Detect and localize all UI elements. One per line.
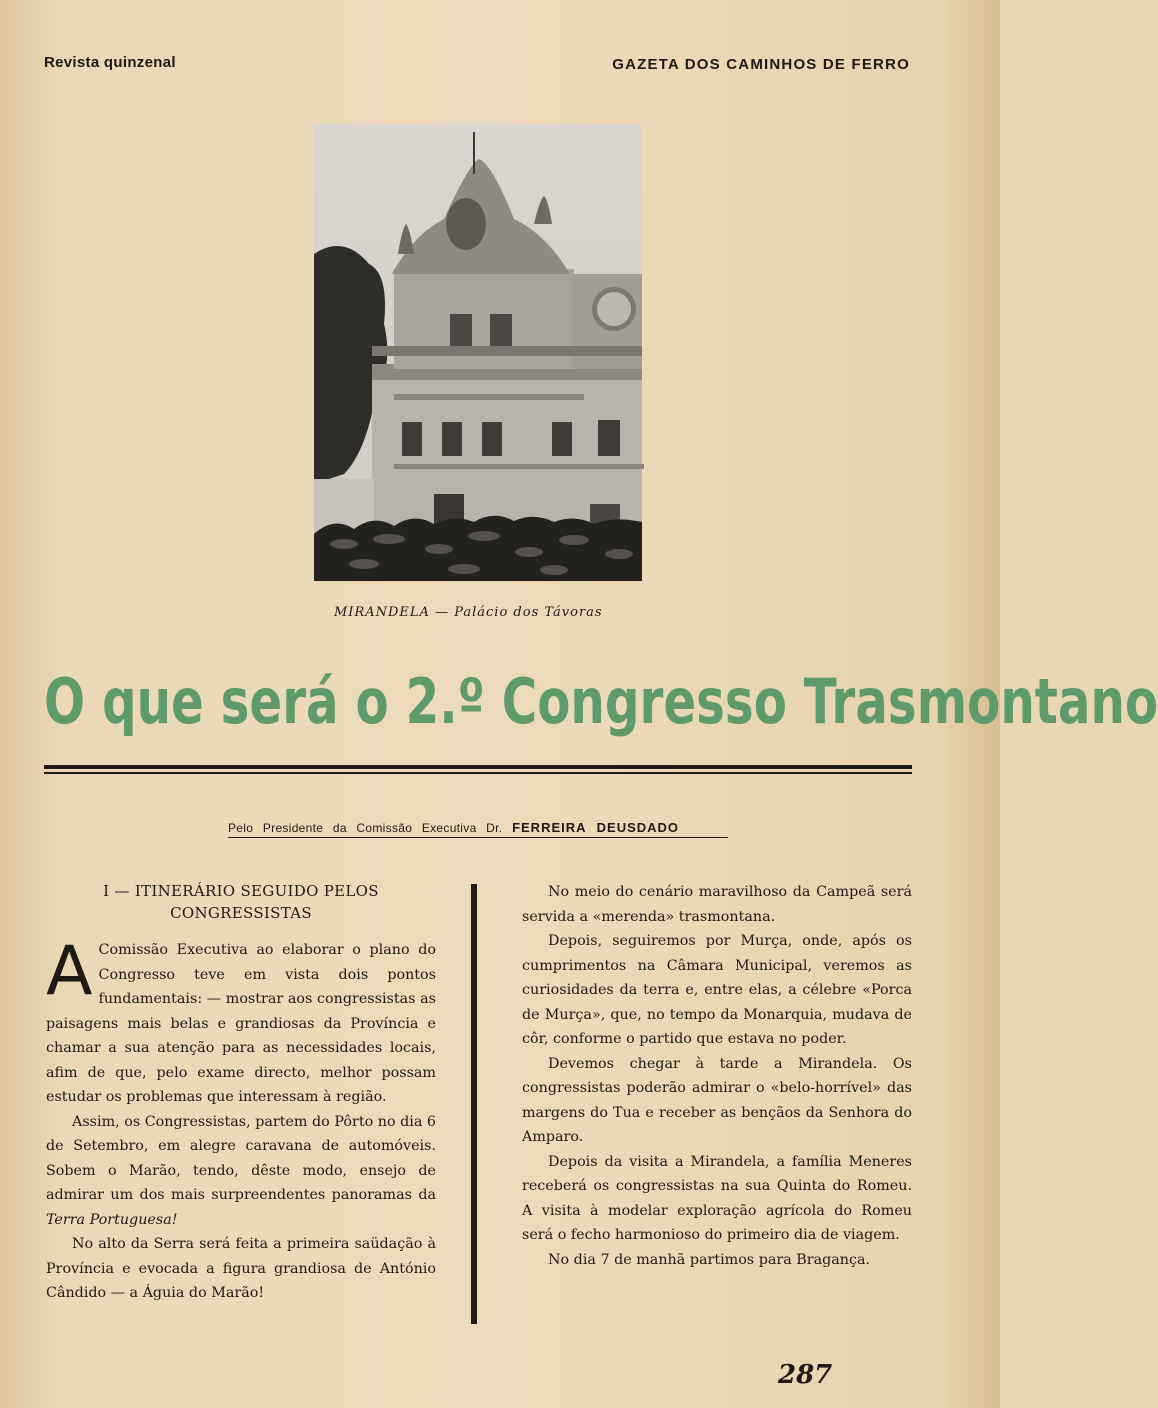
paragraph [46, 932, 436, 1110]
section-heading: I — ITINERÁRIO SEGUIDO PELOS CONGRESSISTAS [103, 882, 379, 922]
header-publication-frequency: Revista quinzenal [44, 54, 176, 71]
paragraph: Depois, seguiremos por Murça, onde, após os cumprimentos na Câmara Municipal, veremos as curiosidades da terra e, entre elas, a célebre «Porca de Murça», que, no tempo da Monarquia, mudava de côr, conforme o partido que estava no poder. [522, 933, 912, 1047]
paragraph-text: Assim, os Congressistas, partem do Pôrto no dia 6 de Setembro, em alegre caravana de automóveis. Sobem o Marão, tendo, dêste modo, ensejo de admirar um dos mais surpreendentes panoramas da [46, 1113, 436, 1203]
byline [228, 820, 728, 838]
paragraph: Devemos chegar à tarde a Mirandela. Os congressistas poderão admirar o «belo-horrível» das margens do Tua e receber as bençãos da Senhora do Amparo. [522, 1055, 912, 1145]
paragraph [46, 1110, 436, 1233]
header-magazine-title: GAZETA DOS CAMINHOS DE FERRO [612, 56, 910, 73]
title-rule-thin [44, 772, 912, 774]
left-column [46, 880, 436, 1306]
right-column [522, 880, 912, 1272]
paragraph: No alto da Serra será feita a primeira saüdação à Província e evocada a figura grandiosa de António Cândido — a Águia do Marão! [46, 1236, 436, 1301]
italic-phrase: Terra Portuguesa! [46, 1211, 178, 1228]
building-photo [314, 124, 642, 581]
paragraph-text: Comissão Executiva ao elaborar o plano do Congresso teve em vista dois pontos fundamentais: — mostrar aos congressistas as paisagens mais belas e grandiosas da Província e chamar a sua atenção para as necessidades locais, afim de que, pelo exame directo, melhor possam estudar os problemas que interessam à região. [46, 942, 436, 1105]
photo-caption: MIRANDELA — Palácio dos Távoras [334, 605, 603, 620]
article-title: O que será o 2.º Congresso Trasmontano [44, 665, 1158, 738]
drop-cap: A [46, 932, 93, 1011]
byline-author: FERREIRA DEUSDADO [512, 820, 680, 835]
title-rule-thick [44, 765, 912, 769]
paragraph: Depois da visita a Mirandela, a família Meneres receberá os congressistas na sua Quinta do Romeu. A visita à modelar exploração agrícola do Romeu será o fecho harmonioso do primeiro dia de viagem. [522, 1153, 912, 1243]
paragraph: No dia 7 de manhã partimos para Bragança. [548, 1251, 871, 1268]
building-photo-icon [314, 124, 642, 581]
byline-prefix: Pelo Presidente da Comissão Executiva Dr. [228, 821, 503, 835]
column-divider [471, 884, 477, 1324]
paragraph: No meio do cenário maravilhoso da Campeã será servida a «merenda» trasmontana. [522, 884, 912, 925]
page-number: 287 [778, 1360, 833, 1390]
